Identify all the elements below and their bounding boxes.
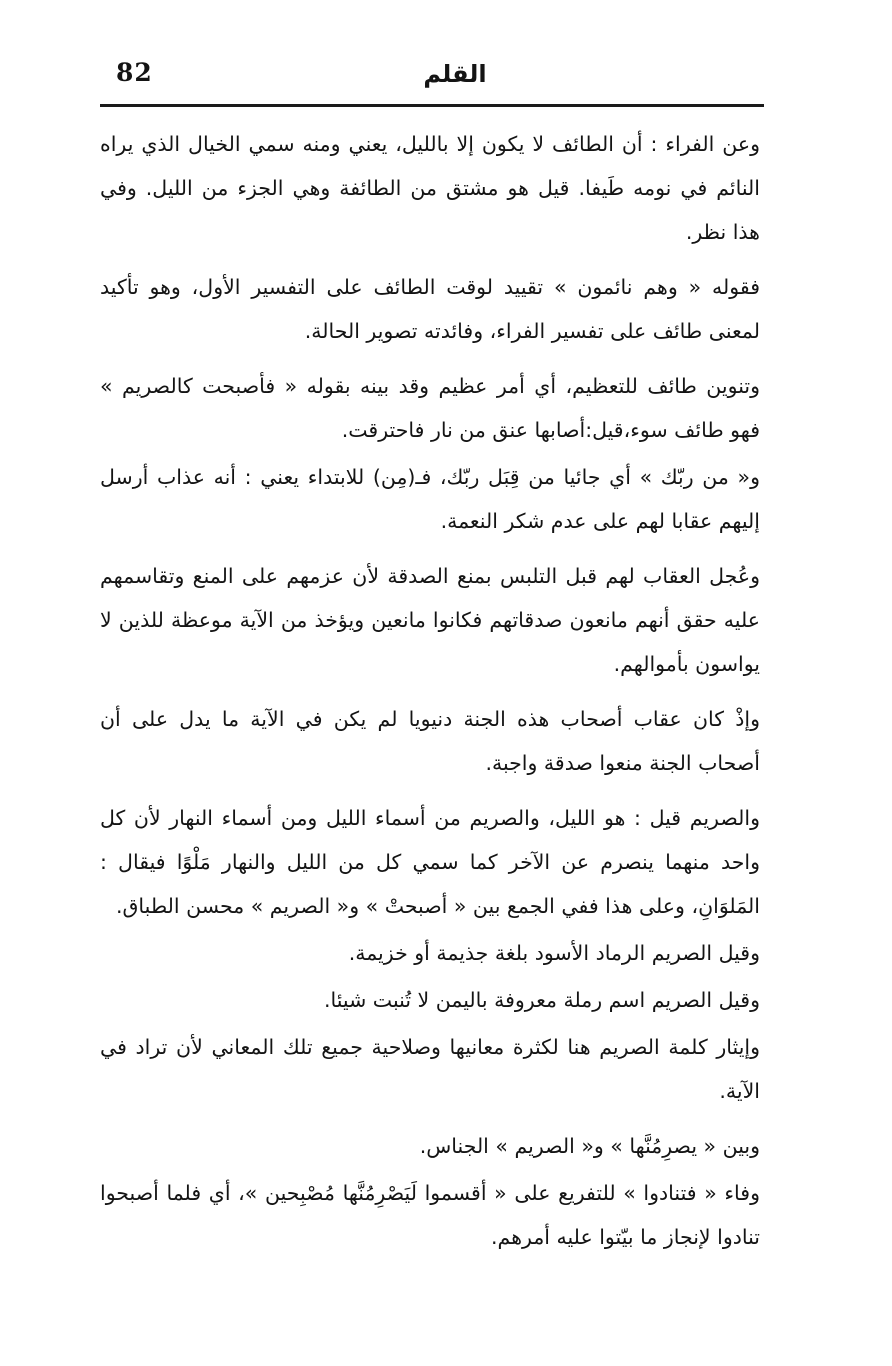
paragraph: وقيل الصريم اسم رملة معروفة باليمن لا تُنبت شيئا. [323,988,760,1012]
header-rule [100,104,764,107]
paragraph: وفاء « فتنادوا » للتفريع على « أقسموا لَيَصْرِمُنَّها مُصْبِحين »، أي فلما أصبحوا تنادوا لإنجاز ما بيّتوا عليه أمرهم. [100,1181,760,1249]
paragraph: وتنوين طائف للتعظيم، أي أمر عظيم وقد بينه بقوله « فأصبحت كالصريم » فهو طائف سوء،قيل:أصابها عنق من نار فاحترقت. [100,374,760,442]
paragraph: وقيل الصريم الرماد الأسود بلغة جذيمة أو خزيمة. [348,941,760,965]
paragraph: وعُجل العقاب لهم قبل التلبس بمنع الصدقة لأن عزمهم على المنع وتقاسمهم عليه حقق أنهم مانعون صدقاتهم فكانوا مانعين ويؤخذ من الآية موعظة للذين لا يواسون بأموالهم. [100,564,760,676]
paragraph: وإيثار كلمة الصريم هنا لكثرة معانيها وصلاحية جميع تلك المعاني لأن تراد في الآية. [100,1035,760,1103]
paragraph: وإذْ كان عقاب أصحاب هذه الجنة دنيويا لم يكن في الآية ما يدل على أن أصحاب الجنة منعوا صدقة واجبة. [100,707,760,775]
paragraph: وعن الفراء : أن الطائف لا يكون إلا بالليل، يعني ومنه سمي الخيال الذي يراه النائم في نومه طَيفا. قيل هو مشتق من الطائفة وهي الجزء من الليل. وفي هذا نظر. [100,132,760,244]
paragraph: فقوله « وهم نائمون » تقييد لوقت الطائف على التفسير الأول، وهو تأكيد لمعنى طائف على تفسير الفراء، وفائدته تصوير الحالة. [100,275,760,343]
paragraph: وبين « يصرِمُنَّها » و« الصريم » الجناس. [419,1134,760,1158]
body-text [100,122,760,1270]
paragraph: و« من ربّك » أي جائيا من قِبَل ربّك، فـ(مِن) للابتداء يعني : أنه عذاب أرسل إليهم عقابا لهم على عدم شكر النعمة. [100,465,760,533]
page-number: 82 [116,58,153,87]
running-header-title: القلم [423,60,487,88]
paragraph: والصريم قيل : هو الليل، والصريم من أسماء الليل ومن أسماء النهار لأن كل واحد منهما ينصرم عن الآخر كما سمي كل من الليل والنهار مَلْوًا فيقال : المَلوَانِ، وعلى هذا ففي الجمع بين « أصبحتْ » و« الصريم » محسن الطباق. [100,806,760,918]
